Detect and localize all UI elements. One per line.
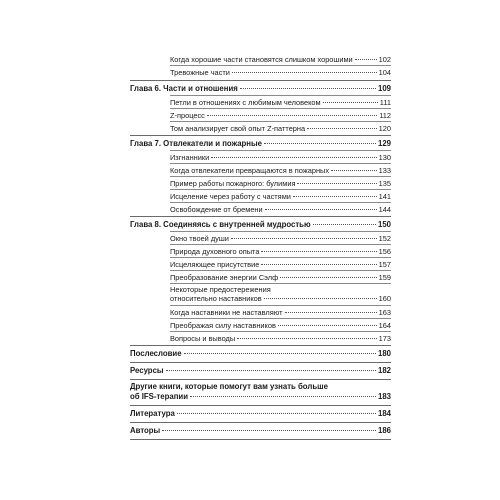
dot-leader [293,196,377,197]
dot-leader [323,102,378,103]
chapter-divider [130,439,391,440]
dot-leader [207,115,377,116]
entry-title: Преображая силу наставников [170,321,276,330]
divider [170,331,391,332]
entry-title: Освобождение от бремени [170,205,263,214]
chapter-entry [130,139,391,148]
dot-leader [166,370,376,371]
chapter-page: 183 [377,391,391,401]
divider [170,257,391,258]
chapter-entry [130,349,391,358]
chapter-page: 129 [377,139,391,148]
toc-entry [170,273,391,282]
chapter-entry [130,220,391,229]
dot-leader [265,209,377,210]
entry-title: Z-процесс [170,111,205,120]
toc-entry [170,192,391,201]
entry-page: 156 [378,247,391,256]
chapter-title: Глава 7. Отвлекатели и пожарные [130,139,263,148]
dot-leader [280,277,376,278]
divider [170,121,391,122]
toc-entry [170,321,391,330]
entry-page: 152 [378,234,391,243]
toc-entry [170,98,391,107]
dot-leader [232,72,377,73]
chapter-title-line1: Другие книги, которые помогут вам узнать больше [130,382,328,391]
chapter-entry [130,366,391,375]
toc-entry [170,285,391,303]
chapter-page: 150 [377,220,391,229]
dot-leader [313,224,376,225]
dot-leader [331,170,377,171]
divider [170,108,391,109]
chapter-entry [130,426,391,435]
entry-title-line2: относительно наставников [170,294,262,303]
toc-entry [170,179,391,188]
dot-leader [264,143,376,144]
divider [170,305,391,306]
divider [170,270,391,271]
toc-entry [170,55,391,64]
toc-entry [170,260,391,269]
divider [170,65,391,66]
entry-page: 173 [378,334,391,343]
dot-leader [278,325,377,326]
dot-leader [184,353,376,354]
divider [170,150,391,151]
entry-title: Тревожные части [170,68,230,77]
entry-title: Преобразование энергии Сэлф [170,273,279,282]
chapter-divider [130,216,391,217]
chapter-divider [130,345,391,346]
chapter-divider [130,405,391,406]
entry-page: 111 [379,98,391,107]
toc-entry [170,308,391,317]
entry-page: 112 [379,111,391,120]
entry-title-line1: Некоторые предостережения [170,285,271,294]
chapter-page: 109 [377,84,391,93]
toc-entry [170,234,391,243]
dot-leader [264,298,377,299]
entry-page: 141 [378,192,391,201]
chapter-title-line2: об IFS-терапии [130,391,189,401]
entry-page: 157 [378,260,391,269]
dot-leader [261,251,376,252]
chapter-page: 184 [377,409,391,418]
chapter-title: Глава 6. Части и отношения [130,84,238,93]
entry-title: Петли в отношениях с любимым человеком [170,98,321,107]
toc-entry [170,111,391,120]
chapter-entry [130,84,391,93]
dot-leader [162,430,376,431]
chapter-divider [130,422,391,423]
toc-entry [170,68,391,77]
chapter-divider [130,135,391,136]
entry-page: 144 [378,205,391,214]
chapter-page: 186 [377,426,391,435]
chapter-entry [130,382,391,401]
toc-entry [170,334,391,343]
divider [170,202,391,203]
dot-leader [285,312,377,313]
entry-title: Изгнанники [170,153,210,162]
toc-entry [170,166,391,175]
dot-leader [355,59,377,60]
dot-leader [307,128,377,129]
divider [170,244,391,245]
divider [170,176,391,177]
chapter-divider [130,362,391,363]
entry-title: Когда отвлекатели превращаются в пожарных [170,166,330,175]
dot-leader [297,183,376,184]
chapter-title: Авторы [130,426,161,435]
chapter-title: Литература [130,409,175,418]
chapter-divider [130,379,391,380]
entry-page: 164 [378,321,391,330]
dot-leader [190,396,376,397]
entry-title: Пример работы пожарного: булимия [170,179,296,188]
divider [170,283,391,284]
divider [170,318,391,319]
entry-page: 130 [378,153,391,162]
entry-page: 133 [378,166,391,175]
entry-page: 160 [378,294,391,303]
entry-page: 120 [378,124,391,133]
chapter-title: Послесловие [130,349,182,358]
entry-title: Исцеляющее присутствие [170,260,260,269]
entry-title: Исцеление через работу с частями [170,192,291,201]
entry-page: 159 [378,273,391,282]
dot-leader [237,338,376,339]
divider [170,163,391,164]
entry-title: Вопросы и выводы [170,334,236,343]
entry-page: 163 [378,308,391,317]
entry-title: Когда наставники не наставляют [170,308,283,317]
chapter-title: Глава 8. Соединяясь с внутренней мудростью [130,220,311,229]
chapter-entry [130,409,391,418]
divider [170,231,391,232]
toc-entry [170,205,391,214]
dot-leader [261,264,376,265]
chapter-page: 182 [377,366,391,375]
dot-leader [177,413,376,414]
divider [170,95,391,96]
dot-leader [231,238,377,239]
toc-entry [170,153,391,162]
entry-page: 135 [378,179,391,188]
entry-title: Природа духовного опыта [170,247,260,256]
toc-entry [170,124,391,133]
dot-leader [211,157,376,158]
entry-page: 102 [378,55,391,64]
chapter-page: 180 [377,349,391,358]
chapter-divider [130,80,391,81]
toc-entry [170,247,391,256]
dot-leader [240,88,376,89]
entry-title: Окно твоей души [170,234,229,243]
chapter-title: Ресурсы [130,366,164,375]
entry-page: 104 [378,68,391,77]
entry-title: Когда хорошие части становятся слишком хорошими [170,55,353,64]
entry-title: Том анализирует свой опыт Z-паттерна [170,124,306,133]
divider [170,189,391,190]
